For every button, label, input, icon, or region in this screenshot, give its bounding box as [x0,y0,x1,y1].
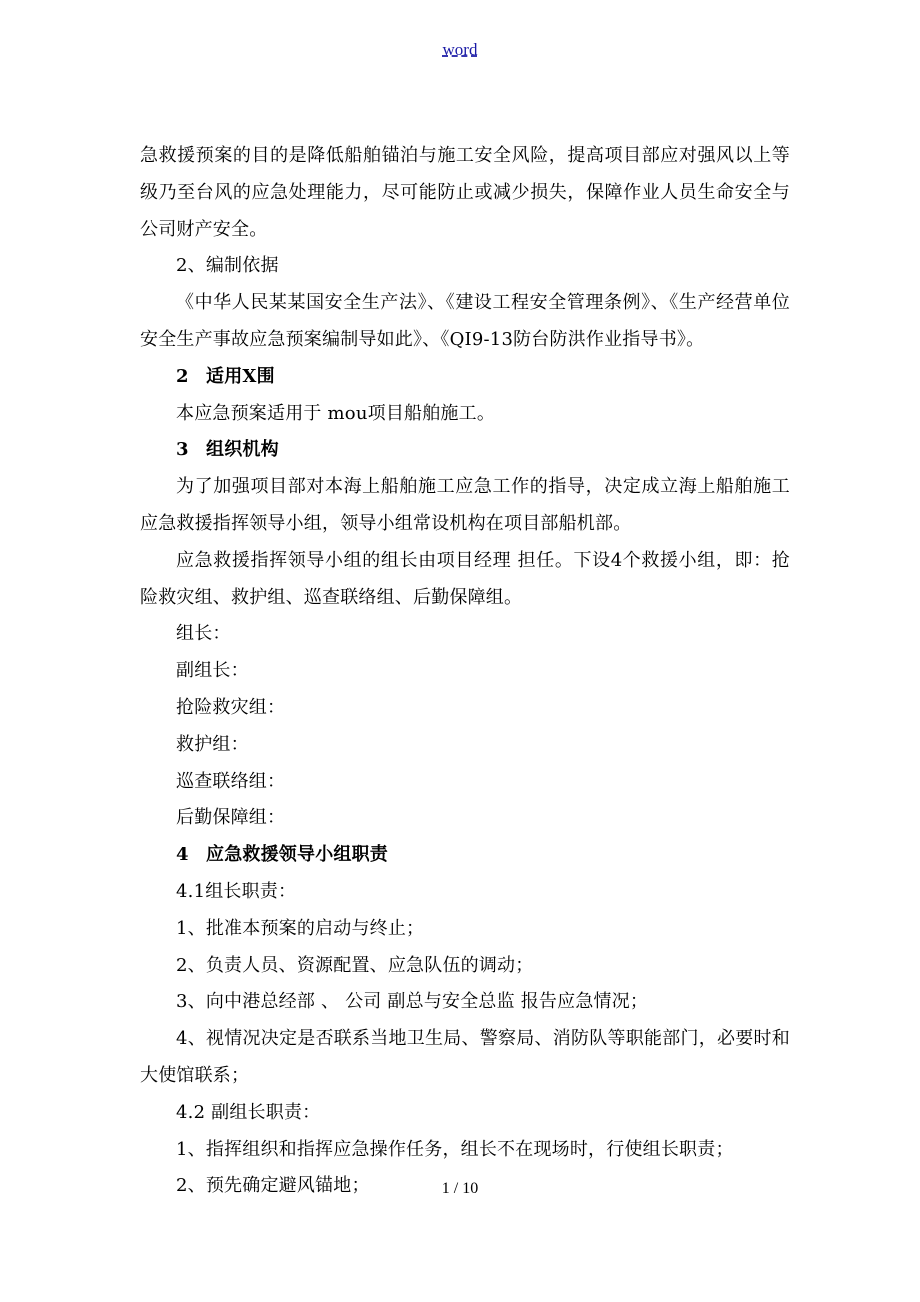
list-item-logistics-team: 后勤保障组： [176,807,286,829]
heading-scope-text: 适用X围 [206,365,275,387]
paragraph-purpose: 急救援预案的目的是降低船舶锚泊与施工安全风险，提高项目部应对强风以上等级乃至台风的应急处理能力，尽可能防止或减少损失，保障作业人员生命安全与公司财产安全。 [140,145,790,240]
list-item-deputy-duty-2: 2、预先确定避风锚地； [176,1175,370,1197]
page-header [0,40,920,60]
paragraph-regulations: 《中华人民某某国安全生产法》、《建设工程安全管理条例》、《生产经营单位安全生产事故应急预案编制导如此》、《QI9-13防台防洪作业指导书》。 [140,292,790,350]
paragraph-organization: 为了加强项目部对本海上船舶施工应急工作的指导，决定成立海上船舶施工应急救援指挥领导小组，领导小组常设机构在项目部船机部。 [140,476,790,534]
header-word-link[interactable]: word [442,40,478,59]
paragraph-scope: 本应急预案适用于 mou项目船舶施工。 [176,402,496,424]
heading-duties [140,837,790,874]
heading-organization-number: 3 [176,439,189,461]
list-item-deputy-leader: 副组长： [176,660,249,682]
list-item-duty-4: 4、视情况决定是否联系当地卫生局、警察局、消防队等职能部门，必要时和大使馆联系； [140,1028,790,1086]
heading-scope [140,359,790,396]
section-compile-basis: 2、编制依据 [176,255,279,277]
document-body [140,138,790,1205]
heading-scope-number: 2 [176,365,189,387]
list-item-patrol-team: 巡查联络组： [176,770,286,792]
list-item-medical-team: 救护组： [176,733,249,755]
heading-duties-number: 4 [176,844,189,866]
page-number: 1 / 10 [441,1180,479,1197]
paragraph-team-structure: 应急救援指挥领导小组的组长由项目经理 担任。下设4个救援小组，即：抢险救灾组、救护组、巡查联络组、后勤保障组。 [140,549,790,608]
list-item-duty-3: 3、向中港总经部 、 公司 副总与安全总监 报告应急情况； [176,991,649,1013]
list-item-rescue-team: 抢险救灾组： [176,696,286,718]
heading-organization-text: 组织机构 [206,439,279,461]
list-item-deputy-duty-1: 1、指挥组织和指挥应急操作任务，组长不在现场时，行使组长职责； [176,1138,734,1160]
list-item-duty-2: 2、负责人员、资源配置、应急队伍的调动； [176,954,534,976]
list-item-duty-1: 1、批准本预案的启动与终止； [176,917,425,939]
subheading-deputy-duties: 4.2 副组长职责： [176,1101,321,1123]
subheading-leader-duties: 4.1组长职责： [176,880,297,902]
list-item-leader: 组长： [176,623,231,645]
heading-duties-text: 应急救援领导小组职责 [206,844,388,866]
heading-organization [140,432,790,469]
